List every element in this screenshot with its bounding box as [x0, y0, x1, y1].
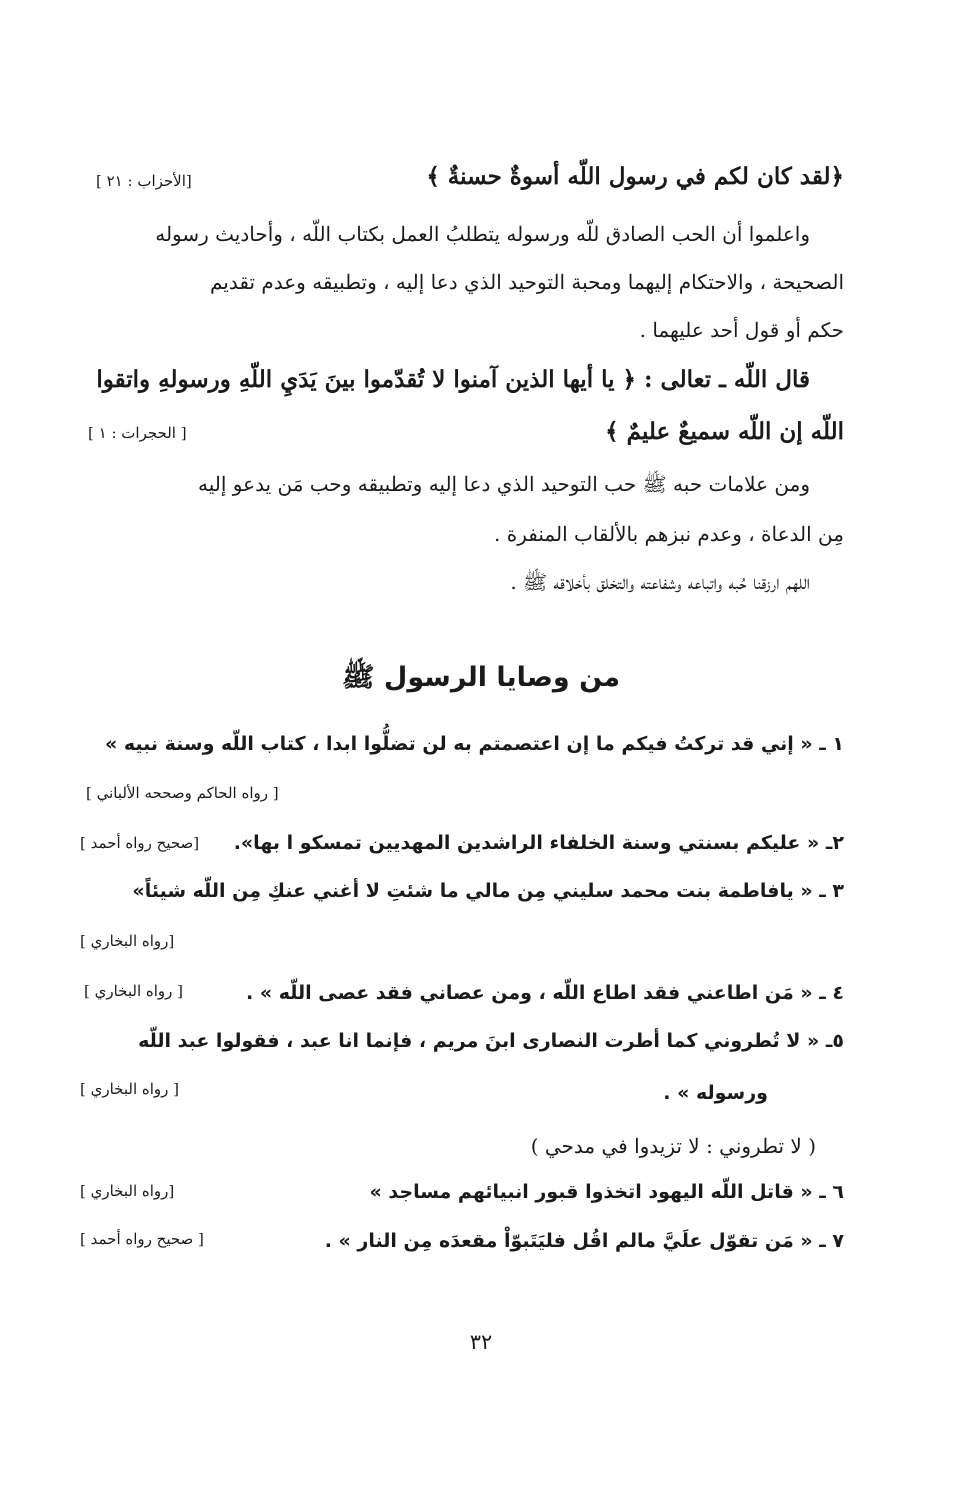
- paragraph-line: ومن علامات حبه ﷺ حب التوحيد الذي دعا إليه وتطبيقه وحب مَن يدعو إليه: [198, 472, 810, 496]
- hadith-text: ٤ ـ « مَن اطاعني فقد اطاع اللّه ، ومن عصاني فقد عصى اللّه » .: [245, 982, 844, 1004]
- prayer-line: اللهم ارزقنا حُبه واتباعه وشفاعته والتخلق بأخلاقه ﷺ .: [510, 570, 810, 594]
- hadith-source: [رواه البخاري ]: [80, 932, 175, 950]
- hadith-text: ٥ـ « لا تُطروني كما أطرت النصارى ابنَ مريم ، فإنما انا عبد ، فقولوا عبد اللّه: [138, 1030, 844, 1052]
- quran-verse-hujurat-line1: قال اللّه ـ تعالى : ﴿ يا أيها الذين آمنوا لا تُقدّموا بينَ يَدَيِ اللّهِ ورسولهِ واتقوا: [96, 366, 810, 393]
- hadith-source: [صحيح رواه أحمد ]: [80, 834, 200, 852]
- section-heading: من وصايا الرسول ﷺ: [341, 662, 621, 693]
- hadith-note: ( لا تطروني : لا تزيدوا في مدحي ): [530, 1134, 816, 1158]
- hadith-text: ٧ ـ « مَن تقوّل علَيَّ مالم اقُل فليَتَبوّاْ مقعدَه مِن النار » .: [324, 1230, 844, 1252]
- hadith-source: [ رواه البخاري ]: [80, 1080, 180, 1098]
- paragraph-line: واعلموا أن الحب الصادق للّه ورسوله يتطلبُ العمل بكتاب اللّه ، وأحاديث رسوله: [155, 222, 810, 246]
- page-number: ٣٢: [469, 1330, 493, 1354]
- quran-verse-hujurat-line2: اللّه إن اللّه سميعٌ عليمٌ ﴾: [605, 418, 844, 445]
- hadith-text: ١ ـ « إني قد تركتُ فيكم ما إن اعتصمتم به لن تضلُّوا ابدا ، كتاب اللّه وسنة نبيه »: [104, 733, 844, 755]
- paragraph-line: مِن الدعاة ، وعدم نبزهم بالألقاب المنفرة .: [494, 522, 844, 546]
- hadith-source: [ رواه الحاكم وصححه الألباني ]: [86, 784, 279, 802]
- verse-reference-hujurat: [ الحجرات : ١ ]: [88, 424, 187, 442]
- verse-reference-ahzab: [الأحزاب : ٢١ ]: [96, 172, 192, 190]
- hadith-text-continued: ورسوله » .: [663, 1082, 768, 1104]
- hadith-text: ٢ـ « عليكم بسنتي وسنة الخلفاء الراشدين المهديين تمسكو ا بها».: [233, 832, 844, 854]
- quran-verse-ahzab: ﴿لقد كان لكم في رسول اللّه أسوةٌ حسنةٌ ﴾: [426, 163, 844, 190]
- hadith-source: [ رواه البخاري ]: [84, 982, 184, 1000]
- hadith-text: ٣ ـ « يافاطمة بنت محمد سليني مِن مالي ما شئتِ لا أغني عنكِ مِن اللّه شيئاً»: [132, 880, 844, 902]
- hadith-source: [ صحيح رواه أحمد ]: [80, 1230, 204, 1248]
- paragraph-line: حكم أو قول أحد عليهما .: [639, 318, 844, 342]
- paragraph-line: الصحيحة ، والاحتكام إليهما ومحبة التوحيد الذي دعا إليه ، وتطبيقه وعدم تقديم: [209, 270, 844, 294]
- hadith-text: ٦ ـ « قاتل اللّه اليهود اتخذوا قبور انبيائهم مساجد »: [369, 1181, 844, 1203]
- hadith-source: [رواه البخاري ]: [80, 1182, 175, 1200]
